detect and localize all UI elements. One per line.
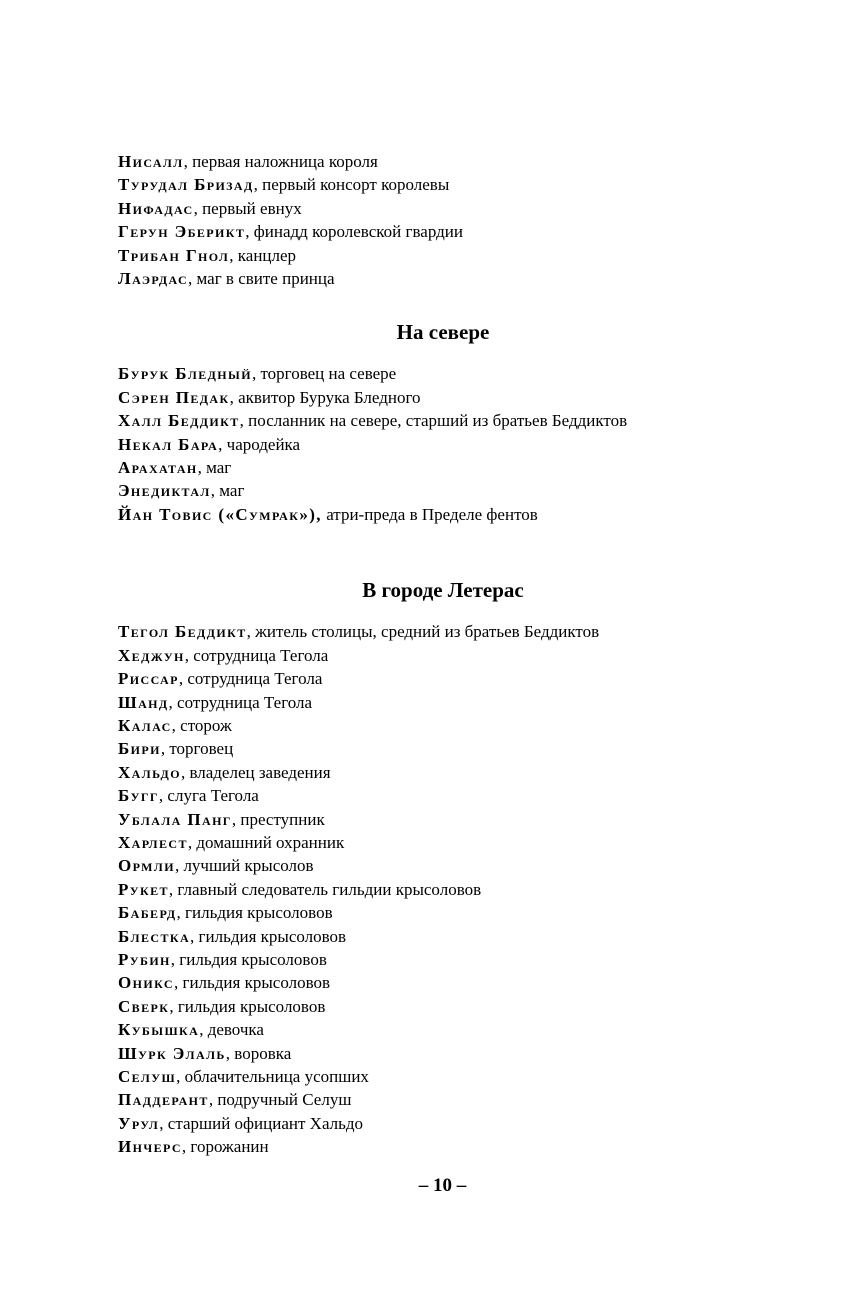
character-name: Харлест [118, 832, 188, 852]
character-name: Герун Эберикт [118, 222, 246, 242]
character-entry [118, 854, 778, 877]
character-entry [118, 173, 778, 196]
character-description: , облачительница усопших [176, 1067, 369, 1086]
character-entry [118, 197, 778, 220]
character-entry [118, 267, 778, 290]
character-description: , маг в свите принца [188, 269, 335, 289]
character-description: , воровка [225, 1043, 292, 1063]
character-entry [118, 714, 778, 737]
character-list-letheras [118, 620, 778, 1158]
character-entry [118, 620, 778, 643]
character-entry [118, 1135, 778, 1158]
character-name: Нисалл [118, 152, 184, 171]
character-entry [118, 808, 778, 831]
character-description: , сотрудница Тегола [184, 645, 329, 665]
character-entry [118, 1018, 778, 1041]
character-entry [118, 1065, 778, 1088]
character-description: , главный следователь гильдии крысоловов [168, 879, 482, 899]
character-name: Сэрен Педак [118, 387, 230, 407]
character-entry [118, 409, 778, 432]
character-list-royal [118, 150, 778, 290]
character-description: , финадд королевской гвардии [245, 222, 463, 242]
section-heading-letheras: В городе Летерас [362, 578, 524, 603]
character-entry [118, 1088, 778, 1111]
character-description: , старший официант Хальдо [159, 1113, 364, 1133]
character-description: , преступник [231, 809, 325, 829]
character-name: Йан Товис («Сумрак»), [118, 504, 322, 524]
character-name: Селуш [118, 1067, 177, 1086]
character-description: атри-преда в Пределе фентов [321, 504, 538, 524]
character-description: , маг [210, 481, 245, 501]
character-entry [118, 456, 778, 479]
section-heading-north: На севере [396, 320, 490, 345]
character-entry [118, 878, 778, 901]
character-name: Ублала Панг [118, 809, 232, 829]
character-description: , торговец на севере [251, 364, 397, 384]
character-name: Халл Беддикт [118, 411, 240, 431]
character-name: Кубышка [118, 1020, 200, 1040]
character-name: Урул [118, 1113, 160, 1133]
character-name: Некал Бара [118, 434, 219, 454]
character-entry [118, 433, 778, 456]
character-description: , гильдия крысоловов [173, 973, 331, 993]
character-name: Бурук Бледный [118, 364, 252, 384]
character-description: , торговец [160, 739, 234, 759]
character-description: , домашний охранник [187, 832, 345, 852]
character-entry [118, 386, 778, 409]
character-entry [118, 644, 778, 667]
character-entry [118, 761, 778, 784]
character-description: , гильдия крысоловов [190, 926, 347, 946]
character-name: Шанд [118, 692, 169, 712]
character-name: Нифадас [118, 198, 194, 218]
character-entry [118, 925, 778, 948]
character-name: Рукет [118, 879, 169, 899]
character-description: , девочка [199, 1020, 264, 1040]
character-description: , гильдия крысоловов [176, 903, 333, 923]
character-entry [118, 150, 778, 173]
character-name: Оникс [118, 973, 174, 993]
character-description: , слуга Тегола [158, 786, 259, 806]
character-description: , владелец заведения [180, 762, 331, 782]
character-name: Сверк [118, 996, 170, 1016]
character-description: , первая наложница короля [183, 152, 378, 171]
character-name: Энедиктал [118, 481, 211, 501]
character-name: Бири [118, 739, 161, 759]
character-entry [118, 995, 778, 1018]
character-entry [118, 737, 778, 760]
character-entry [118, 831, 778, 854]
character-description: , сторож [171, 715, 232, 735]
character-name: Баберд [118, 903, 177, 923]
character-name: Трибан Гнол [118, 245, 230, 265]
character-entry [118, 220, 778, 243]
character-entry [118, 479, 778, 502]
character-description: , первый консорт королевы [253, 175, 450, 195]
character-entry [118, 362, 778, 385]
character-entry [118, 667, 778, 690]
character-description: , лучший крысолов [174, 856, 314, 876]
character-description: , маг [197, 458, 232, 478]
character-description: , сотрудница Тегола [178, 669, 323, 689]
page-number: – 10 – [418, 1175, 467, 1196]
character-name: Ормли [118, 856, 175, 876]
character-description: , гильдия крысоловов [169, 996, 326, 1016]
character-name: Турудал Бризад [118, 175, 254, 195]
character-name: Риссар [118, 669, 179, 689]
character-entry [118, 503, 778, 526]
character-name: Блестка [118, 926, 191, 946]
character-name: Бугг [118, 786, 159, 806]
character-description: , сотрудница Тегола [168, 692, 313, 712]
character-description: , гильдия крысоловов [170, 949, 327, 969]
character-description: , житель столицы, средний из братьев Беддиктов [246, 622, 600, 642]
character-description: , посланник на севере, старший из братьев Беддиктов [239, 411, 628, 431]
character-entry [118, 1112, 778, 1135]
character-name: Паддерант [118, 1090, 209, 1110]
character-description: , первый евнух [193, 198, 302, 218]
character-entry [118, 784, 778, 807]
character-name: Шурк Элаль [118, 1043, 226, 1063]
character-entry [118, 901, 778, 924]
character-entry [118, 1042, 778, 1065]
character-entry [118, 244, 778, 267]
character-name: Хальдо [118, 762, 181, 782]
character-name: Хеджун [118, 645, 185, 665]
character-description: , горожанин [181, 1137, 269, 1157]
character-name: Арахатан [118, 458, 198, 478]
character-description: , чародейка [218, 434, 301, 454]
character-description: , подручный Селуш [208, 1090, 352, 1110]
character-entry [118, 948, 778, 971]
character-name: Лаэрдас [118, 269, 189, 289]
character-list-north [118, 362, 778, 526]
character-description: , канцлер [229, 245, 297, 265]
character-entry [118, 971, 778, 994]
character-entry [118, 691, 778, 714]
character-description: , аквитор Бурука Бледного [229, 387, 421, 407]
character-name: Тегол Беддикт [118, 622, 247, 642]
character-name: Калас [118, 715, 172, 735]
character-name: Рубин [118, 949, 171, 969]
character-name: Инчерс [118, 1137, 182, 1157]
page-body [118, 150, 778, 1159]
